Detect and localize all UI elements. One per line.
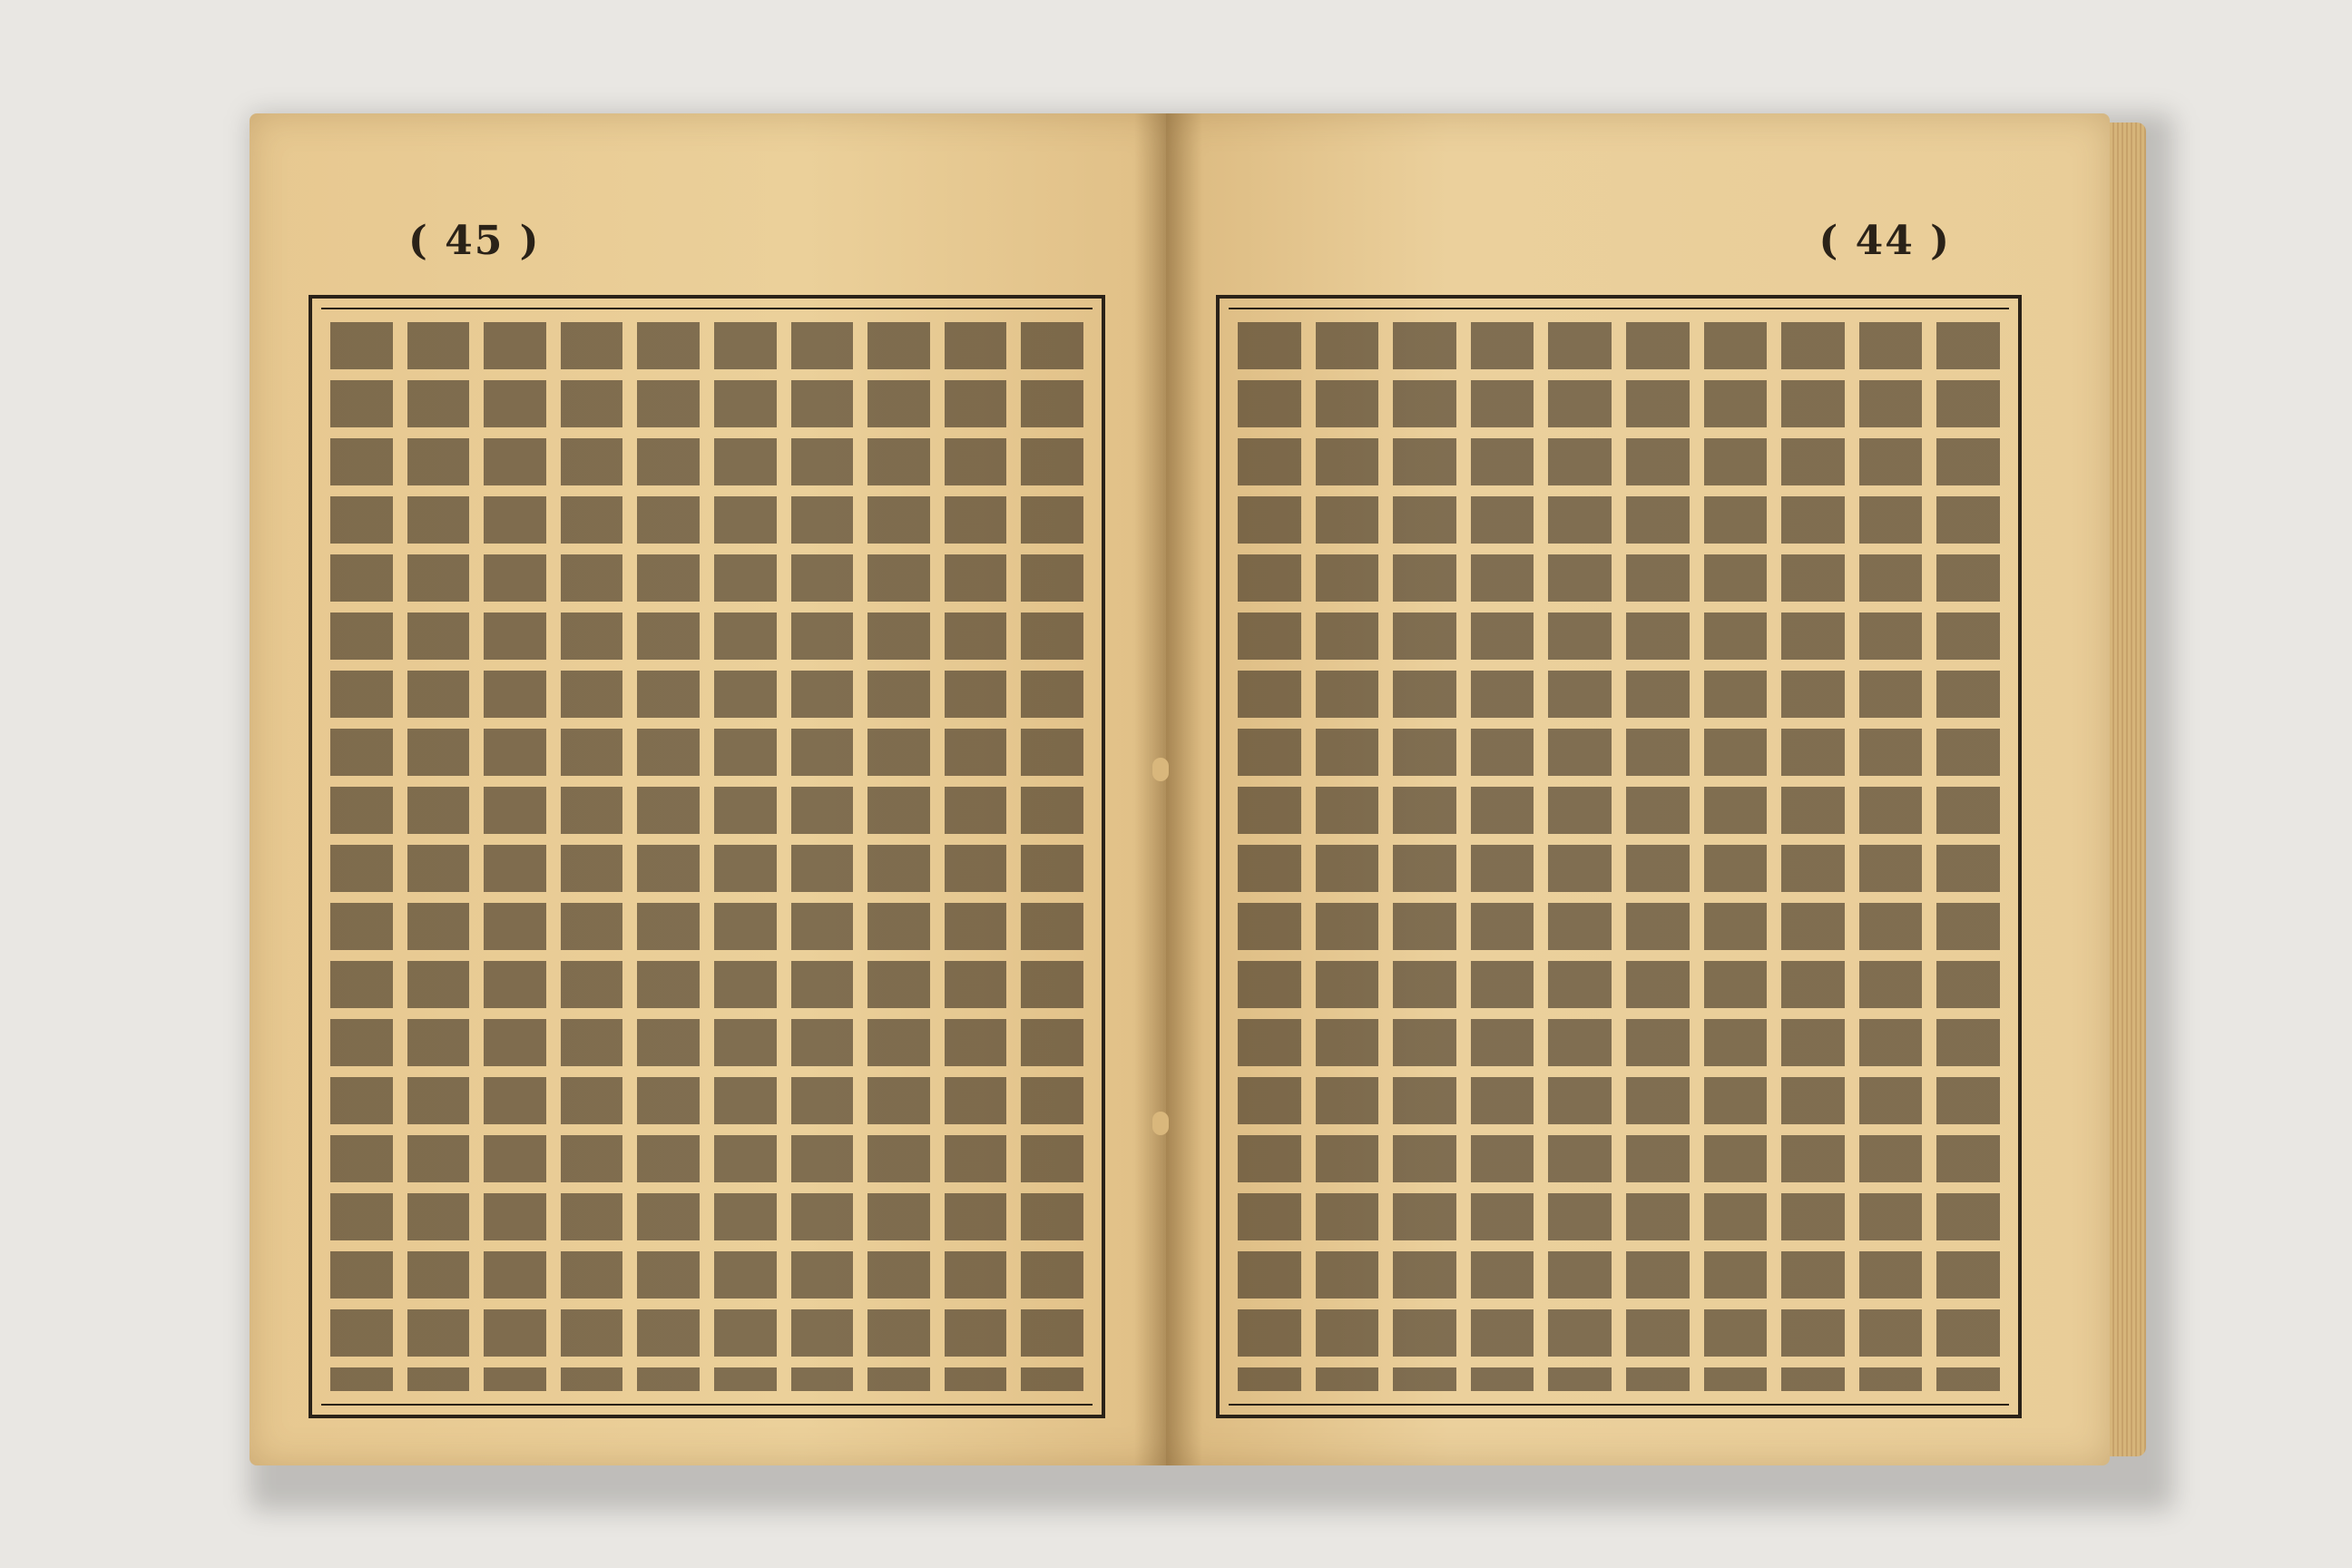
text-column — [637, 322, 700, 1391]
text-columns-left — [325, 317, 1089, 1396]
text-column — [1548, 322, 1612, 1391]
text-column — [484, 322, 546, 1391]
text-column — [1936, 322, 2000, 1391]
text-column — [1393, 322, 1456, 1391]
text-column — [1471, 322, 1534, 1391]
text-column — [1238, 322, 1301, 1391]
text-column — [791, 322, 854, 1391]
text-frame-left — [309, 295, 1105, 1418]
text-column — [1316, 322, 1379, 1391]
binding-staple — [1152, 1112, 1169, 1135]
text-column — [330, 322, 393, 1391]
right-page — [1166, 113, 2110, 1465]
page-number-right: ( 44 ) — [1818, 218, 1951, 264]
text-column — [407, 322, 470, 1391]
text-column — [1021, 322, 1083, 1391]
open-book — [231, 86, 2173, 1502]
binding-staple — [1152, 758, 1169, 781]
text-column — [1704, 322, 1768, 1391]
text-columns-right — [1232, 317, 2005, 1396]
text-column — [714, 322, 777, 1391]
text-column — [561, 322, 623, 1391]
text-column — [945, 322, 1007, 1391]
text-frame-right — [1216, 295, 2022, 1418]
page-number-left: ( 45 ) — [408, 218, 541, 264]
text-column — [867, 322, 930, 1391]
page-edges — [2110, 122, 2146, 1456]
left-page — [250, 113, 1171, 1465]
text-column — [1859, 322, 1923, 1391]
text-column — [1781, 322, 1845, 1391]
text-column — [1626, 322, 1690, 1391]
